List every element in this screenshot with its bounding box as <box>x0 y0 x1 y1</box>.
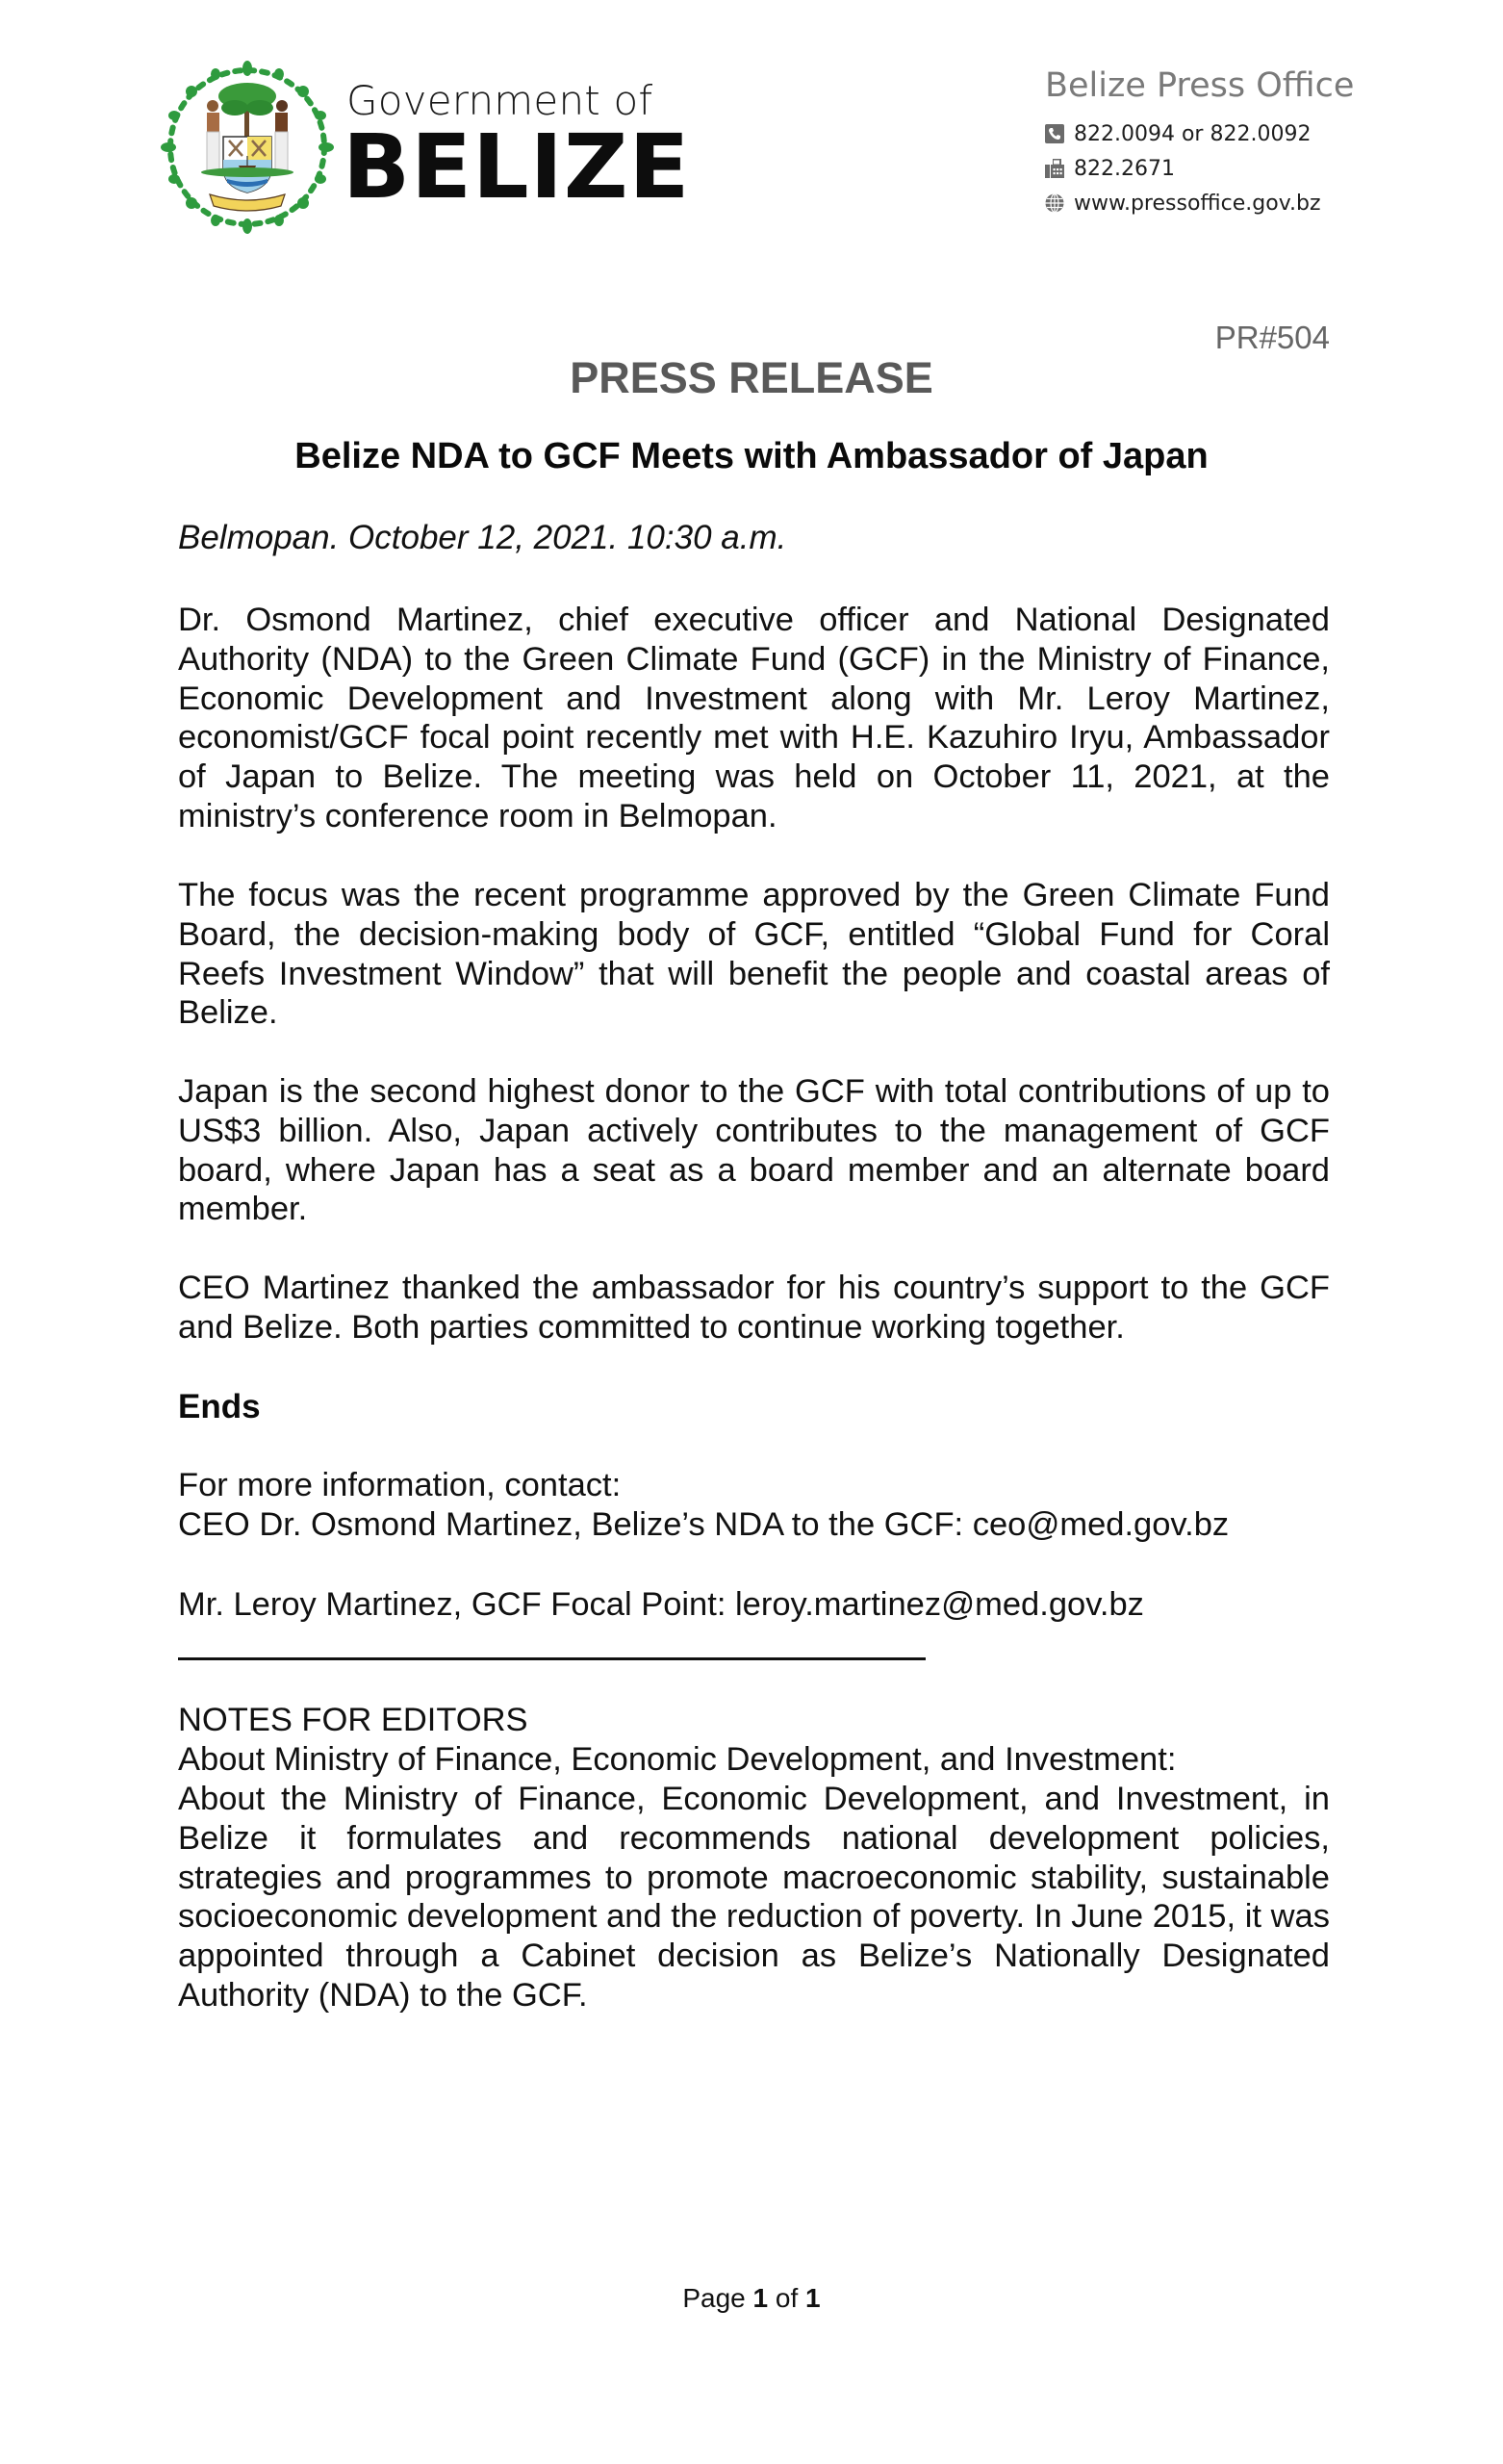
current-page: 1 <box>752 2283 769 2313</box>
fax-icon <box>1045 159 1064 178</box>
press-office-title: Belize Press Office <box>1045 66 1355 105</box>
contact-ceo-line[interactable]: CEO Dr. Osmond Martinez, Belize’s NDA to the GCF: ceo@med.gov.bz <box>178 1506 1230 1543</box>
belize-coat-of-arms-icon <box>160 60 335 235</box>
phone-icon <box>1045 124 1064 143</box>
press-office-website-link[interactable]: www.pressoffice.gov.bz <box>1074 191 1321 216</box>
of-word: of <box>775 2283 799 2313</box>
press-office-phone <box>1045 116 1391 151</box>
ends-marker: Ends <box>178 1388 261 1425</box>
globe-icon <box>1045 193 1064 213</box>
notes-for-editors-subtitle: About Ministry of Finance, Economic Development, and Investment: <box>178 1741 1177 1778</box>
body-paragraph: Dr. Osmond Martinez, chief executive officer and National Designated Authority (NDA) to the Green Climate Fund (GCF) in the Ministry of Finance, Economic Development and Investment along with Mr. Leroy Martinez, economist/GCF focal point recently met with H.E. Kazuhiro Iryu, Ambassador of Japan to Belize. The meeting was held on October 11, 2021, at the ministry’s conference room in Belmopan. <box>178 602 1330 834</box>
press-release-label: PRESS RELEASE <box>570 353 933 402</box>
press-office-contact-block <box>1045 66 1391 220</box>
section-divider <box>178 1657 926 1660</box>
press-office-phone-number: 822.0094 or 822.0092 <box>1074 121 1312 146</box>
contact-focal-point-line[interactable]: Mr. Leroy Martinez, GCF Focal Point: leroy.martinez@med.gov.bz <box>178 1586 1144 1623</box>
headline: Belize NDA to GCF Meets with Ambassador of Japan <box>294 436 1209 476</box>
press-office-fax-number: 822.2671 <box>1074 156 1175 181</box>
press-office-website <box>1045 186 1391 220</box>
body-paragraph: CEO Martinez thanked the ambassador for his country’s support to the GCF and Belize. Both parties committed to continue working together. <box>178 1270 1330 1346</box>
government-of-label: Government of <box>346 77 653 124</box>
body-paragraph: Japan is the second highest donor to the GCF with total contributions of up to US$3 billion. Also, Japan actively contributes to the management of GCF board, where Japan has a seat as a board member and an alternate board member. <box>178 1073 1330 1228</box>
body-paragraph: The focus was the recent programme approved by the Green Climate Fund Board, the decision-making body of GCF, entitled “Global Fund for Coral Reefs Investment Window” that will benefit the people and coastal areas of Belize. <box>178 877 1330 1032</box>
notes-for-editors-body: About the Ministry of Finance, Economic Development, and Investment, in Belize it formulates and recommends national development policies, strategies and programmes to promote macroeconomic stability, sustainable socioeconomic development and the reduction of poverty. In June 2015, it was appointed through a Cabinet decision as Belize’s Nationally Designated Authority (NDA) to the GCF. <box>178 1781 1330 2014</box>
belize-wordmark: BELIZE <box>343 116 691 218</box>
contact-block <box>178 1466 1229 1545</box>
press-release-number: PR#504 <box>1214 320 1330 355</box>
page-footer <box>0 2285 1503 2312</box>
press-office-fax <box>1045 151 1391 186</box>
dateline: Belmopan. October 12, 2021. 10:30 a.m. <box>178 519 787 556</box>
total-pages: 1 <box>805 2283 821 2313</box>
notes-for-editors-title: NOTES FOR EDITORS <box>178 1702 528 1738</box>
contact-intro: For more information, contact: <box>178 1467 622 1503</box>
page-word: Page <box>682 2283 746 2313</box>
